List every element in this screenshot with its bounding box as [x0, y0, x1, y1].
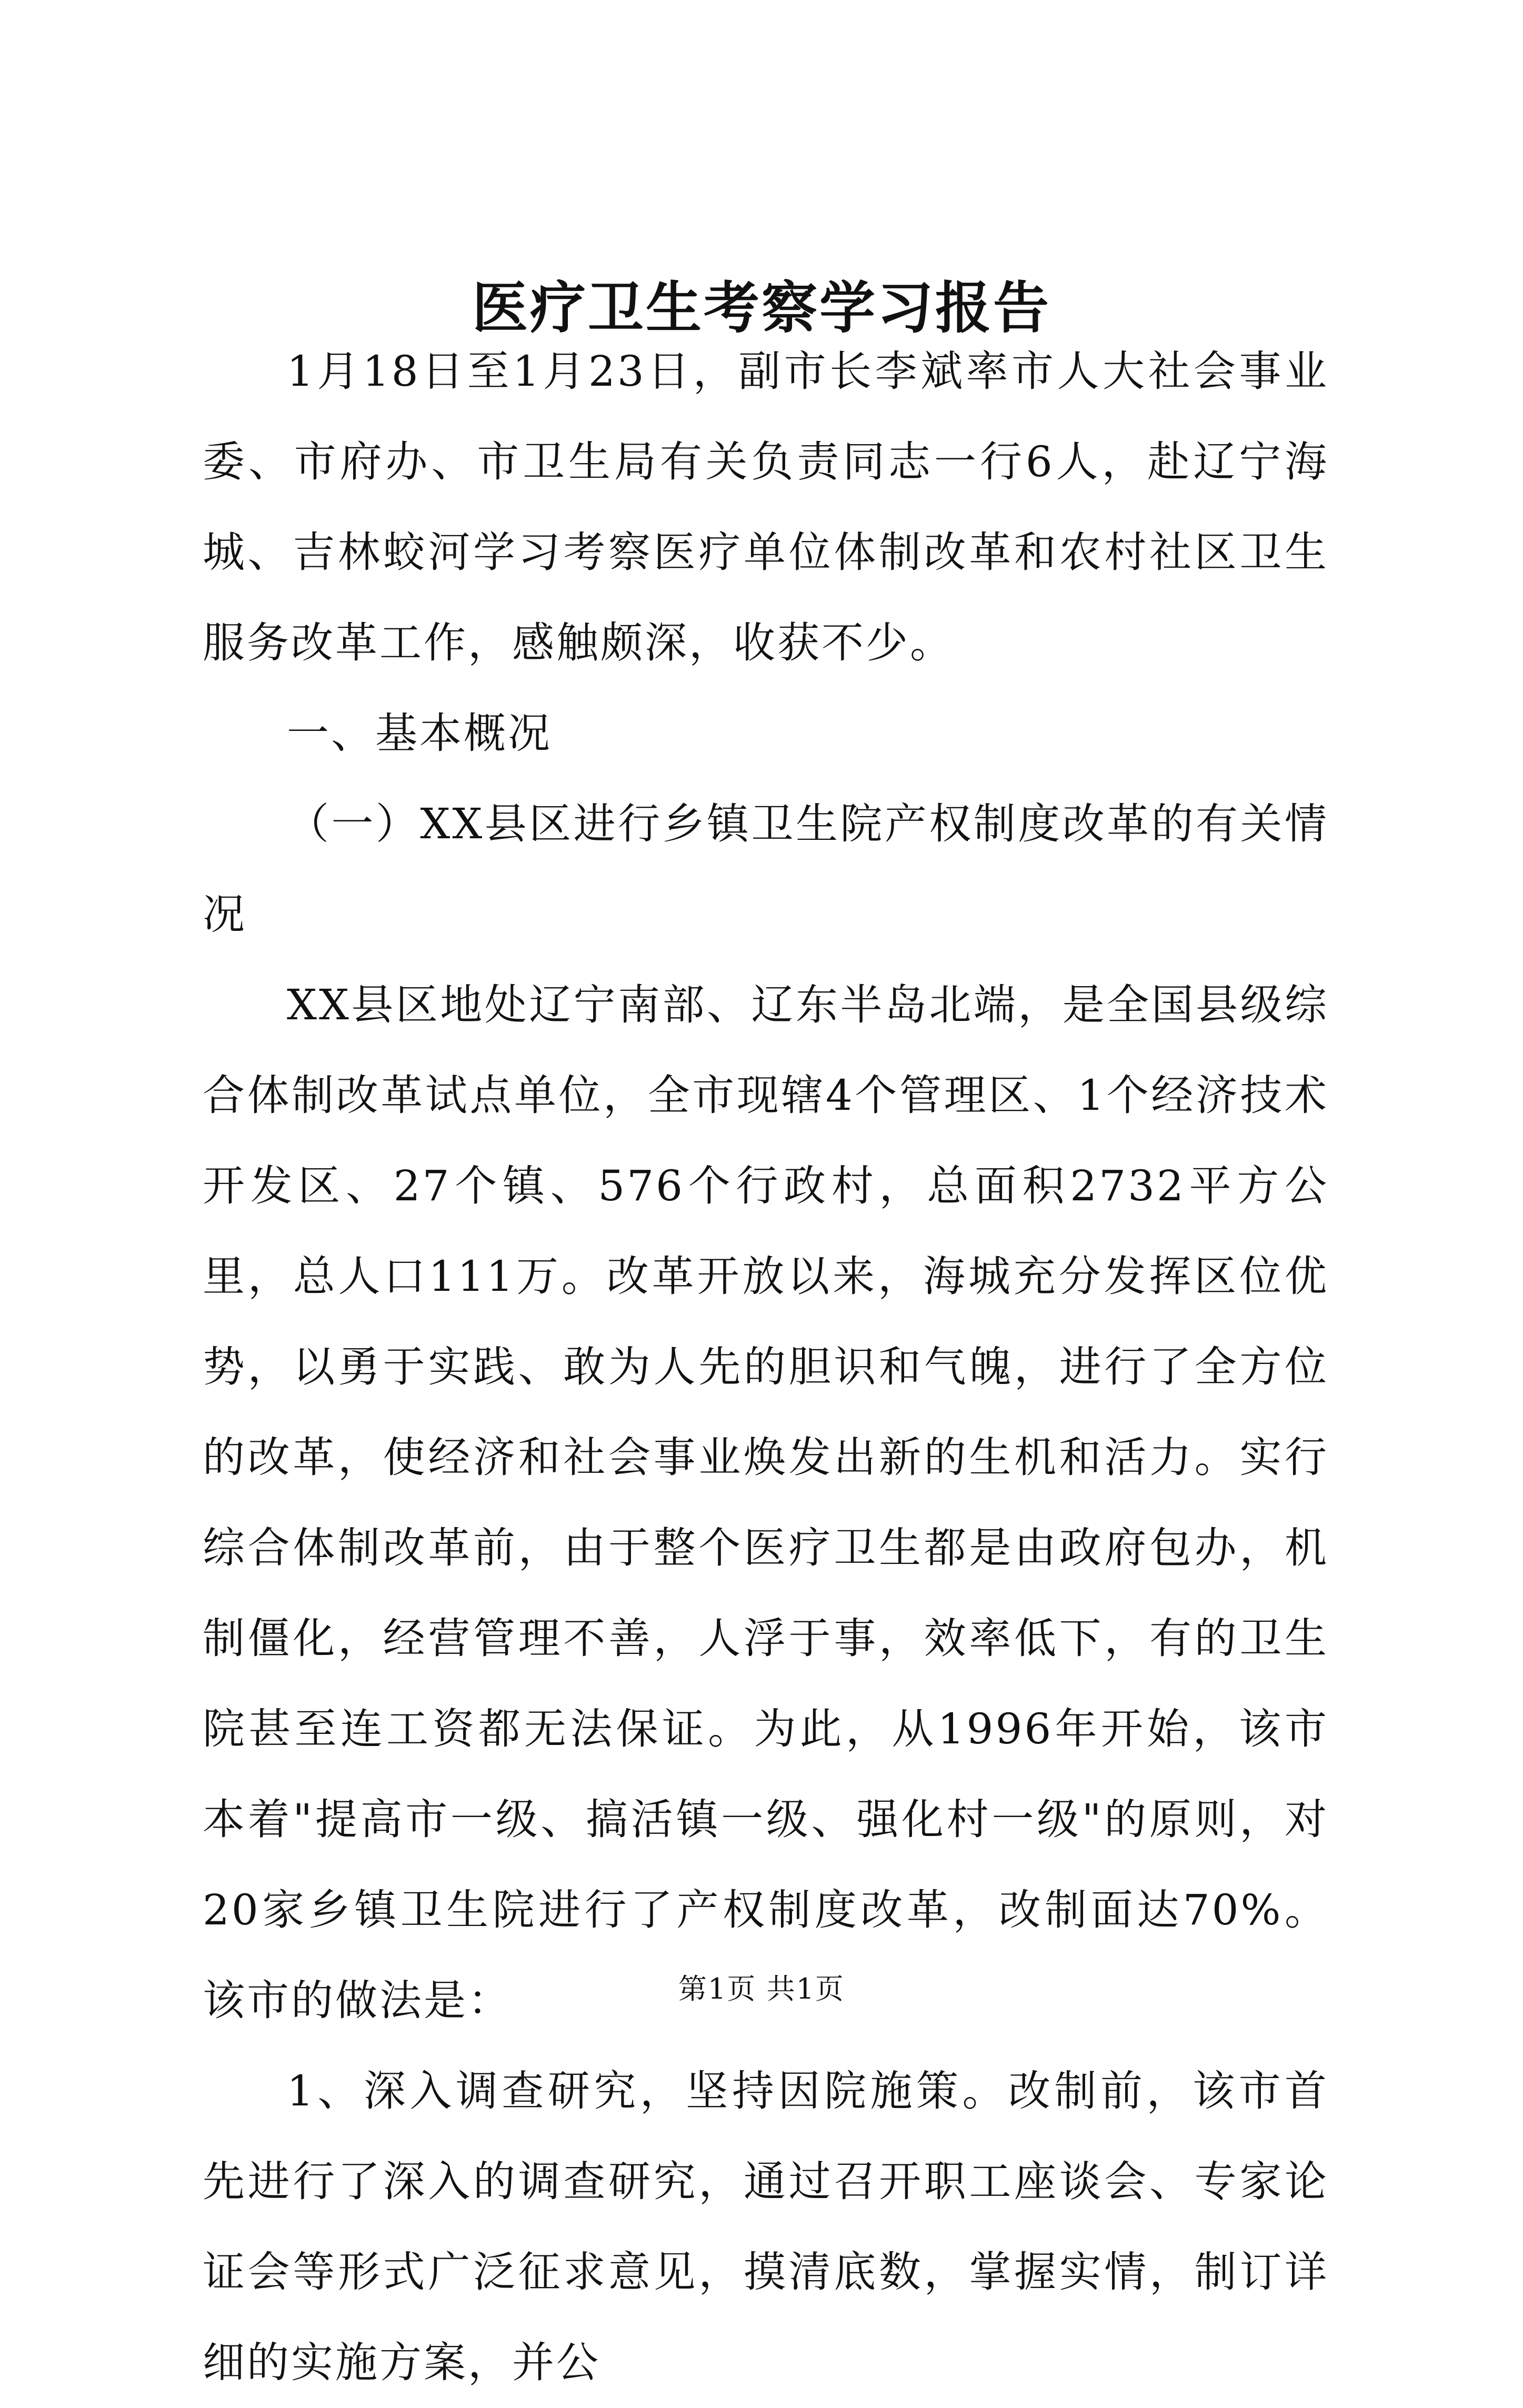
section-heading-basic-overview: 一、基本概况	[287, 709, 552, 758]
paragraph-haicheng: XX县区地处辽宁南部、辽东半岛北端，是全国县级综合体制改革试点单位，全市现辖4个管理区、1个经济技术开发区、27个镇、576个行政村，总面积2732平方公里，总人口111万。改革开放以来，海城充分发挥区位优势，以勇于实践、敢为人先的胆识和气魄，进行了全方位的改革，使经济和社会事业焕发出新的生机和活力。实行综合体制改革前，由于整个医疗卫生都是由政府包办，机制僵化，经营管理不善，人浮于事，效率低下，有的卫生院甚至连工资都无法保证。为此，从1996年开始，该市本着"提高市一级、搞活镇一级、强化村一级"的原则，对20家乡镇卫生院进行了产权制度改革，改制面达70%。该市的做法是：	[203, 980, 1329, 2025]
document-body	[203, 326, 1329, 2408]
paragraph-investigation: 1、深入调查研究，坚持因院施策。改制前，该市首先进行了深入的调查研究，通过召开职工座谈会、专家论证会等形式广泛征求意见，摸清底数，掌握实情，制订详细的实施方案，并公	[203, 2066, 1329, 2387]
document-title: 医疗卫生考察学习报告	[472, 275, 1051, 340]
paragraph-intro: 1月18日至1月23日，副市长李斌率市人大社会事业委、市府办、市卫生局有关负责同志一行6人，赴辽宁海城、吉林蛟河学习考察医疗单位体制改革和农村社区卫生服务改革工作，感触颇深，收获不少。	[203, 347, 1329, 667]
page-footer: 第1页 共1页	[678, 1972, 845, 2005]
subsection-heading: （一）XX县区进行乡镇卫生院产权制度改革的有关情况	[203, 799, 1329, 939]
